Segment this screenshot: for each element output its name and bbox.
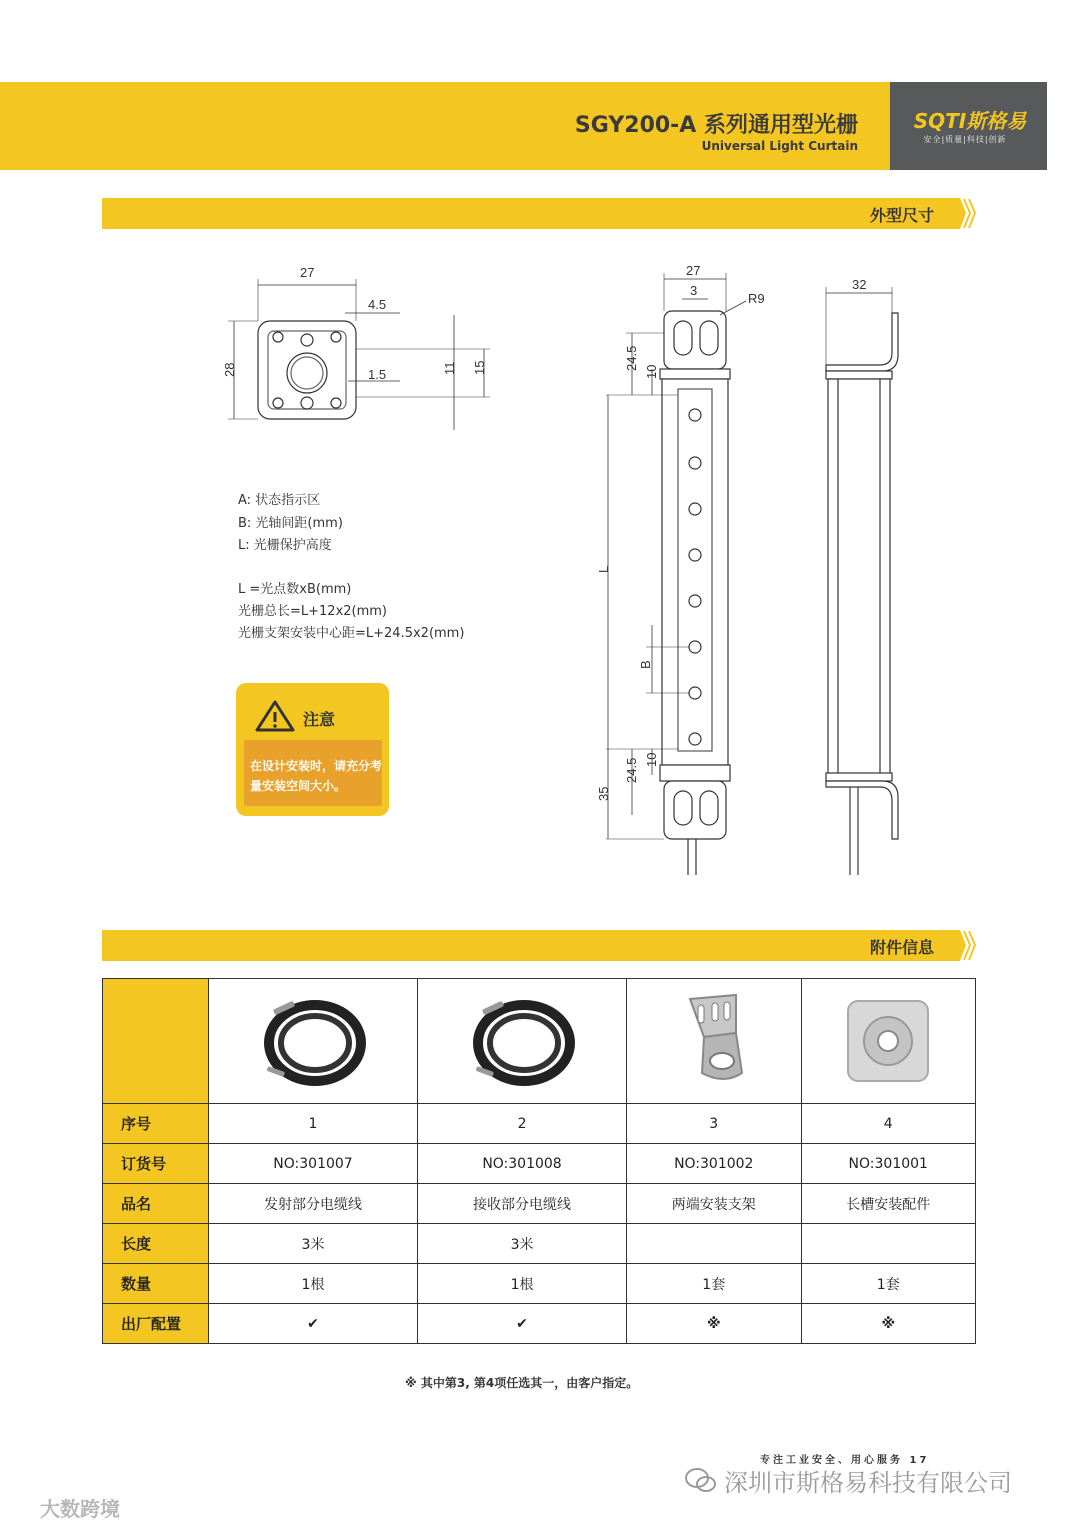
row-label: 长度	[103, 1224, 209, 1264]
table-cell: 长槽安装配件	[801, 1184, 976, 1224]
table-row	[103, 1104, 976, 1144]
table-row	[103, 1184, 976, 1224]
product-image-cell	[418, 979, 627, 1104]
table-cell: 4	[801, 1104, 976, 1144]
note-a: A: 状态指示区	[238, 493, 321, 508]
table-cell: 接收部分电缆线	[418, 1184, 627, 1224]
dim-label: 4.5	[368, 297, 387, 312]
note-l: L: 光栅保护高度	[238, 538, 332, 553]
table-row	[103, 1304, 976, 1344]
dim-label: L	[596, 565, 611, 573]
dim-label: 27	[300, 265, 315, 280]
table-cell: NO:301008	[418, 1144, 627, 1184]
row-label: 数量	[103, 1264, 209, 1304]
check-mark-icon: ✔	[418, 1304, 627, 1344]
footer-company: 深圳市斯格易科技有限公司	[724, 1469, 1012, 1497]
row-label: 序号	[103, 1104, 209, 1144]
dim-label: 27	[686, 263, 701, 278]
section-bar-dimensions	[102, 198, 952, 229]
dim-label: 35	[596, 786, 611, 801]
row-label: 订货号	[103, 1144, 209, 1184]
formula-1: L =光点数xB(mm)	[238, 582, 352, 597]
table-cell	[801, 1224, 976, 1264]
dim-label: B	[638, 660, 653, 669]
cable-coil-icon	[462, 989, 582, 1089]
table-cell: NO:301001	[801, 1144, 976, 1184]
accessory-table	[102, 978, 976, 1344]
formula-3: 光栅支架安装中心距=L+24.5x2(mm)	[238, 626, 465, 641]
end-bracket-icon	[664, 989, 764, 1089]
page-title: SGY200-A 系列通用型光栅	[574, 113, 858, 138]
check-mark-icon: ✔	[209, 1304, 418, 1344]
table-row	[103, 979, 976, 1104]
wechat-icon	[684, 1466, 718, 1494]
stripe-icon	[952, 930, 978, 961]
table-cell: 2	[418, 1104, 627, 1144]
reference-mark-icon: ※	[627, 1304, 801, 1344]
dim-label: 1.5	[368, 367, 387, 382]
table-cell: 1根	[209, 1264, 418, 1304]
dim-label: 10	[644, 752, 659, 767]
section-bar-accessories	[102, 930, 952, 961]
table-header-cell	[103, 979, 209, 1104]
product-image-cell	[209, 979, 418, 1104]
table-row	[103, 1264, 976, 1304]
table-cell: 3米	[418, 1224, 627, 1264]
section-title-dimensions: 外型尺寸	[869, 206, 934, 225]
side-view-drawing	[826, 287, 898, 875]
footnote: ※ 其中第3, 第4项任选其一，由客户指定。	[405, 1376, 639, 1390]
dim-label: 28	[222, 362, 237, 377]
dim-label: 3	[690, 283, 698, 298]
dim-label: 32	[852, 277, 867, 292]
table-row	[103, 1144, 976, 1184]
warning-icon	[255, 700, 295, 732]
note-b: B: 光轴间距(mm)	[238, 516, 343, 531]
dim-label: 24.5	[624, 345, 639, 371]
table-cell: 1套	[627, 1264, 801, 1304]
table-cell: NO:301002	[627, 1144, 801, 1184]
watermark-text: 大数跨境	[40, 1497, 120, 1521]
row-label: 品名	[103, 1184, 209, 1224]
dim-label: 24.5	[624, 757, 639, 783]
dim-label: 11	[442, 361, 457, 375]
table-cell: 1套	[801, 1264, 976, 1304]
cable-coil-icon	[253, 989, 373, 1089]
product-image-cell	[801, 979, 976, 1104]
stripe-icon	[952, 198, 978, 229]
table-cell: 两端安装支架	[627, 1184, 801, 1224]
dim-label: 10	[644, 364, 659, 379]
table-cell: 3米	[209, 1224, 418, 1264]
table-cell	[627, 1224, 801, 1264]
table-cell: 1根	[418, 1264, 627, 1304]
table-cell: NO:301007	[209, 1144, 418, 1184]
warning-text: 在设计安装时，请充分考量安装空间大小。	[250, 759, 383, 793]
product-image-cell	[627, 979, 801, 1104]
formula-2: 光栅总长=L+12x2(mm)	[238, 604, 388, 619]
table-cell: 3	[627, 1104, 801, 1144]
dim-label: 15	[472, 360, 487, 375]
section-title-accessories: 附件信息	[869, 938, 934, 957]
footer-slogan: 专注工业安全、用心服务 17	[760, 1455, 930, 1466]
page-subtitle: Universal Light Curtain	[701, 139, 858, 153]
brand-tagline: 安全|质量|科技|创新	[923, 135, 1007, 144]
top-view-drawing	[228, 279, 490, 430]
warning-title: 注意	[303, 710, 336, 729]
dim-label: R9	[748, 291, 765, 306]
table-cell: 发射部分电缆线	[209, 1184, 418, 1224]
row-label: 出厂配置	[103, 1304, 209, 1344]
table-cell: 1	[209, 1104, 418, 1144]
table-row	[103, 1224, 976, 1264]
reference-mark-icon: ※	[801, 1304, 976, 1344]
brand-logo: SQTI斯格易	[913, 109, 1027, 133]
slot-fitting-icon	[838, 989, 938, 1089]
